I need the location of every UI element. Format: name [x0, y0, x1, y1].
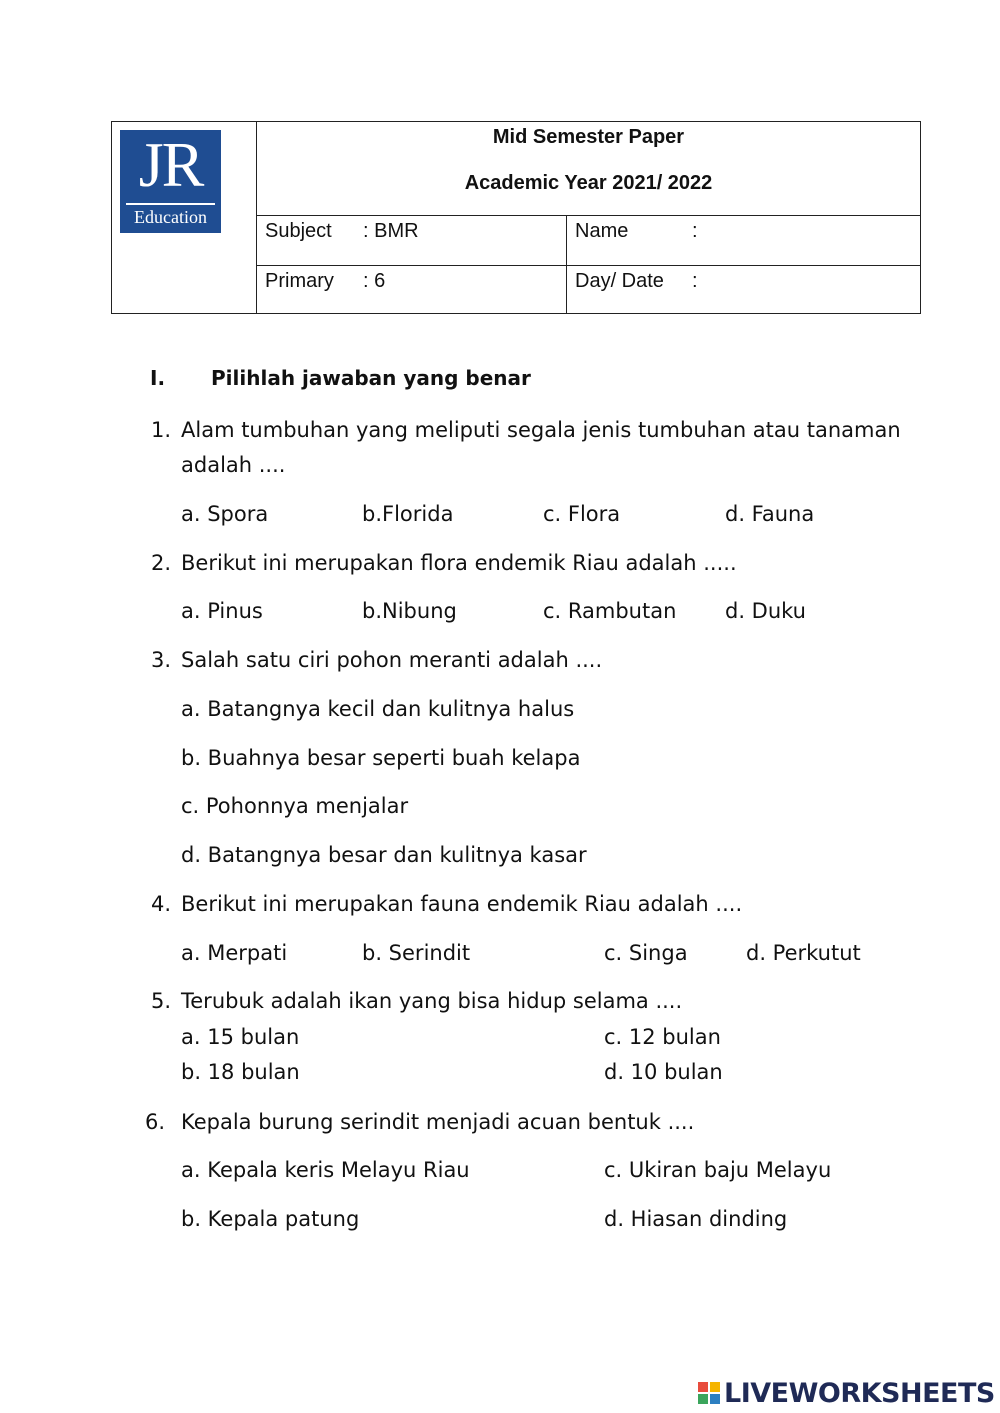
answer-option[interactable]: d. Batangnya besar dan kulitnya kasar [181, 843, 587, 867]
logo-square-blue [710, 1394, 720, 1404]
question-number: 1. [151, 418, 172, 442]
section-number: I. [150, 366, 166, 390]
answer-option[interactable]: b. Kepala patung [181, 1207, 360, 1231]
answer-option[interactable]: c. 12 bulan [604, 1025, 721, 1049]
logo-jr-text: JR [138, 129, 203, 200]
section-title: Pilihlah jawaban yang benar [211, 366, 531, 390]
paper-title: Mid Semester Paper [492, 126, 685, 148]
primary-value: : 6 [363, 270, 386, 292]
answer-option[interactable]: a. Spora [181, 502, 269, 526]
answer-option[interactable]: d. Fauna [725, 502, 815, 526]
answer-option[interactable]: a. Batangnya kecil dan kulitnya halus [181, 697, 575, 721]
header-table [111, 121, 921, 314]
answer-option[interactable]: d. Hiasan dinding [604, 1207, 788, 1231]
answer-option[interactable]: d. Perkutut [746, 941, 861, 965]
subject-value: : BMR [363, 220, 419, 242]
question-number: 3. [151, 648, 172, 672]
liveworksheets-brand: LIVEWORKSHEETS [724, 1378, 995, 1409]
logo-cell [112, 122, 257, 313]
subject-cell [257, 216, 567, 266]
answer-option[interactable]: d. Duku [725, 599, 806, 623]
paper-title-cell [257, 122, 920, 216]
logo-square-yellow [710, 1382, 720, 1392]
primary-label: Primary [265, 270, 334, 292]
answer-option[interactable]: a. Kepala keris Melayu Riau [181, 1158, 470, 1182]
answer-option[interactable]: a. Pinus [181, 599, 263, 623]
question-number: 4. [151, 892, 172, 916]
question-number: 5. [151, 989, 172, 1013]
question-text: Berikut ini merupakan fauna endemik Riau adalah .... [181, 892, 743, 916]
answer-option[interactable]: c. Flora [543, 502, 621, 526]
name-cell[interactable] [567, 216, 920, 266]
answer-option[interactable]: d. 10 bulan [604, 1060, 723, 1084]
date-label: Day/ Date [575, 270, 664, 292]
answer-option[interactable]: b. Serindit [362, 941, 471, 965]
answer-option[interactable]: b. 18 bulan [181, 1060, 300, 1084]
answer-option[interactable]: b. Buahnya besar seperti buah kelapa [181, 746, 581, 770]
answer-option[interactable]: b.Nibung [362, 599, 457, 623]
logo-square-red [698, 1382, 708, 1392]
name-value: : [692, 220, 698, 242]
date-cell[interactable] [567, 266, 920, 313]
academic-year: Academic Year 2021/ 2022 [464, 172, 713, 194]
answer-option[interactable]: a. Merpati [181, 941, 288, 965]
question-number: 2. [151, 551, 172, 575]
logo-square-green [698, 1394, 708, 1404]
subject-label: Subject [265, 220, 332, 242]
question-text: Berikut ini merupakan flora endemik Riau adalah ..... [181, 551, 737, 575]
answer-option[interactable]: c. Rambutan [543, 599, 677, 623]
answer-option[interactable]: c. Ukiran baju Melayu [604, 1158, 832, 1182]
question-number: 6. [145, 1110, 166, 1134]
question-text: Alam tumbuhan yang meliputi segala jenis tumbuhan atau tanaman [181, 418, 901, 442]
liveworksheets-logo-icon [698, 1382, 720, 1404]
question-text-cont: adalah .... [181, 453, 286, 477]
question-text: Terubuk adalah ikan yang bisa hidup selama .... [181, 989, 683, 1013]
answer-option[interactable]: c. Pohonnya menjalar [181, 794, 409, 818]
answer-option[interactable]: a. 15 bulan [181, 1025, 300, 1049]
logo-education-text: Education [134, 207, 207, 227]
question-text: Salah satu ciri pohon meranti adalah .... [181, 648, 603, 672]
name-label: Name [575, 220, 629, 242]
date-value: : [692, 270, 698, 292]
logo-divider [126, 203, 215, 205]
answer-option[interactable]: b.Florida [362, 502, 454, 526]
jr-education-logo [120, 130, 221, 233]
answer-option[interactable]: c. Singa [604, 941, 688, 965]
question-text: Kepala burung serindit menjadi acuan bentuk .... [181, 1110, 695, 1134]
primary-cell [257, 266, 567, 313]
